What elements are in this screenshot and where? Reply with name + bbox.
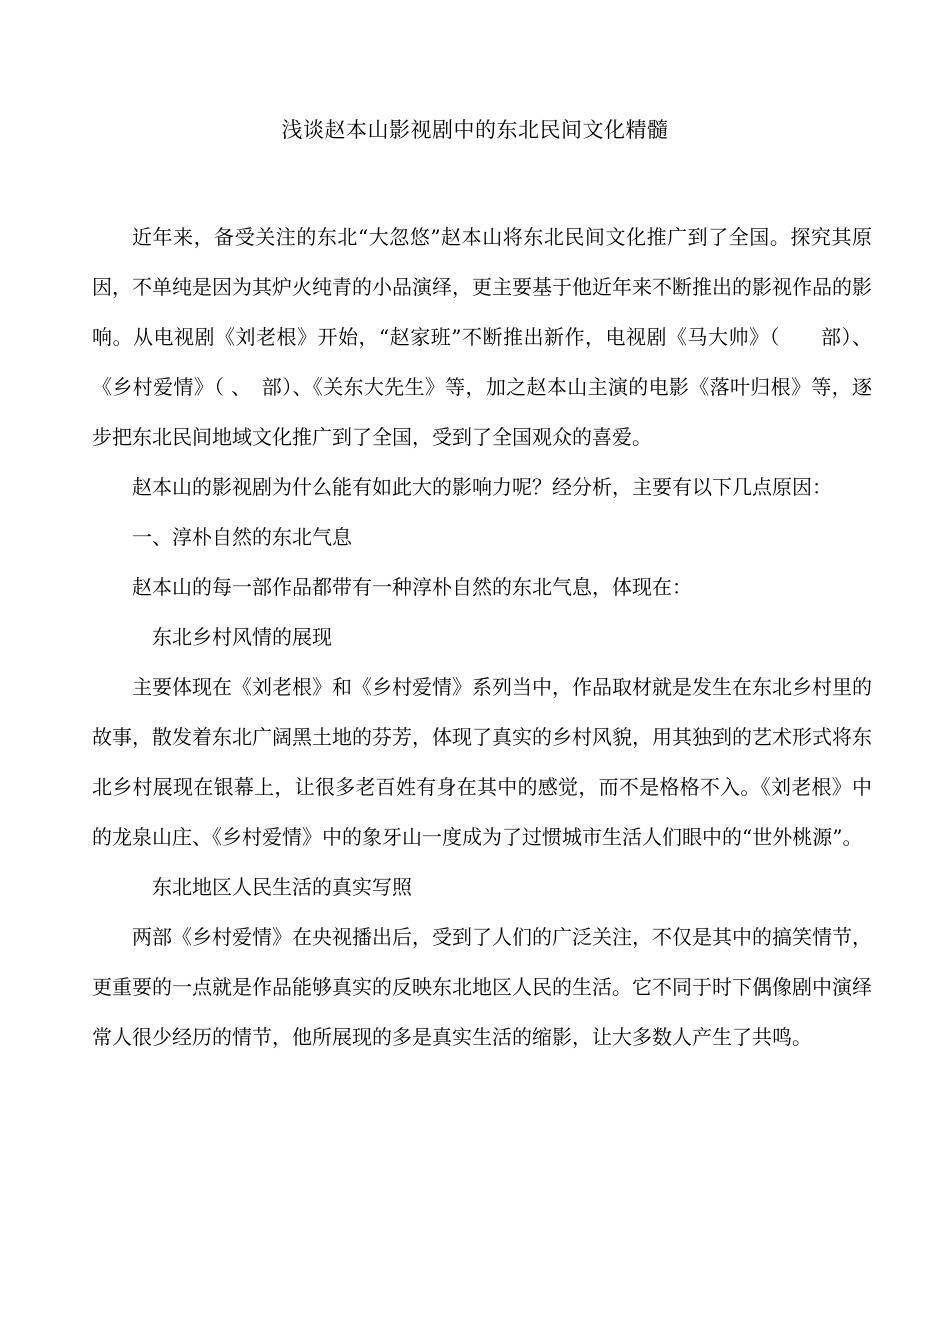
section-heading: 一、淳朴自然的东北气息 [132,525,352,549]
paragraph-intro: 近年来，备受关注的东北“大忽悠”赵本山将东北民间文化推广到了全国。探究其原因，不单纯是因为其炉火纯青的小品演绎，更主要基于他近年来不断推出的影视作品的影响。从电视剧《刘老根》开始，“赵家班”不断推出新作，电视剧《马大帅》（ 部）、《乡村爱情》（ 、 部）、《关东大先生》等，加之赵本山主演的电影《落叶归根》等，逐步把东北民间地域文化推广到了全国，受到了全国观众的喜爱。 [92,225,872,449]
paragraph-section-intro: 赵本山的每一部作品都带有一种淳朴自然的东北气息，体现在： [132,575,692,599]
paragraph-question: 赵本山的影视剧为什么能有如此大的影响力呢？经分析，主要有以下几点原因： [132,475,832,499]
paragraph-real-life: 两部《乡村爱情》在央视播出后，受到了人们的广泛关注，不仅是其中的搞笑情节，更重要的一点就是作品能够真实的反映东北地区人民的生活。它不同于时下偶像剧中演绎常人很少经历的情节，他所展现的多是真实生活的缩影，让大多数人产生了共鸣。 [92,925,872,1049]
document-body [92,212,872,1062]
subheading-real-life: 东北地区人民生活的真实写照 [152,875,412,899]
document-title: 浅谈赵本山影视剧中的东北民间文化精髓 [281,118,669,142]
subheading-rural-customs: 东北乡村风情的展现 [152,625,332,649]
paragraph-rural-customs: 主要体现在《刘老根》和《乡村爱情》系列当中，作品取材就是发生在东北乡村里的故事，散发着东北广阔黑土地的芬芳，体现了真实的乡村风貌，用其独到的艺术形式将东北乡村展现在银幕上，让很多老百姓有身在其中的感觉，而不是格格不入。《刘老根》中的龙泉山庄、《乡村爱情》中的象牙山一度成为了过惯城市生活人们眼中的“世外桃源”。 [92,675,872,849]
